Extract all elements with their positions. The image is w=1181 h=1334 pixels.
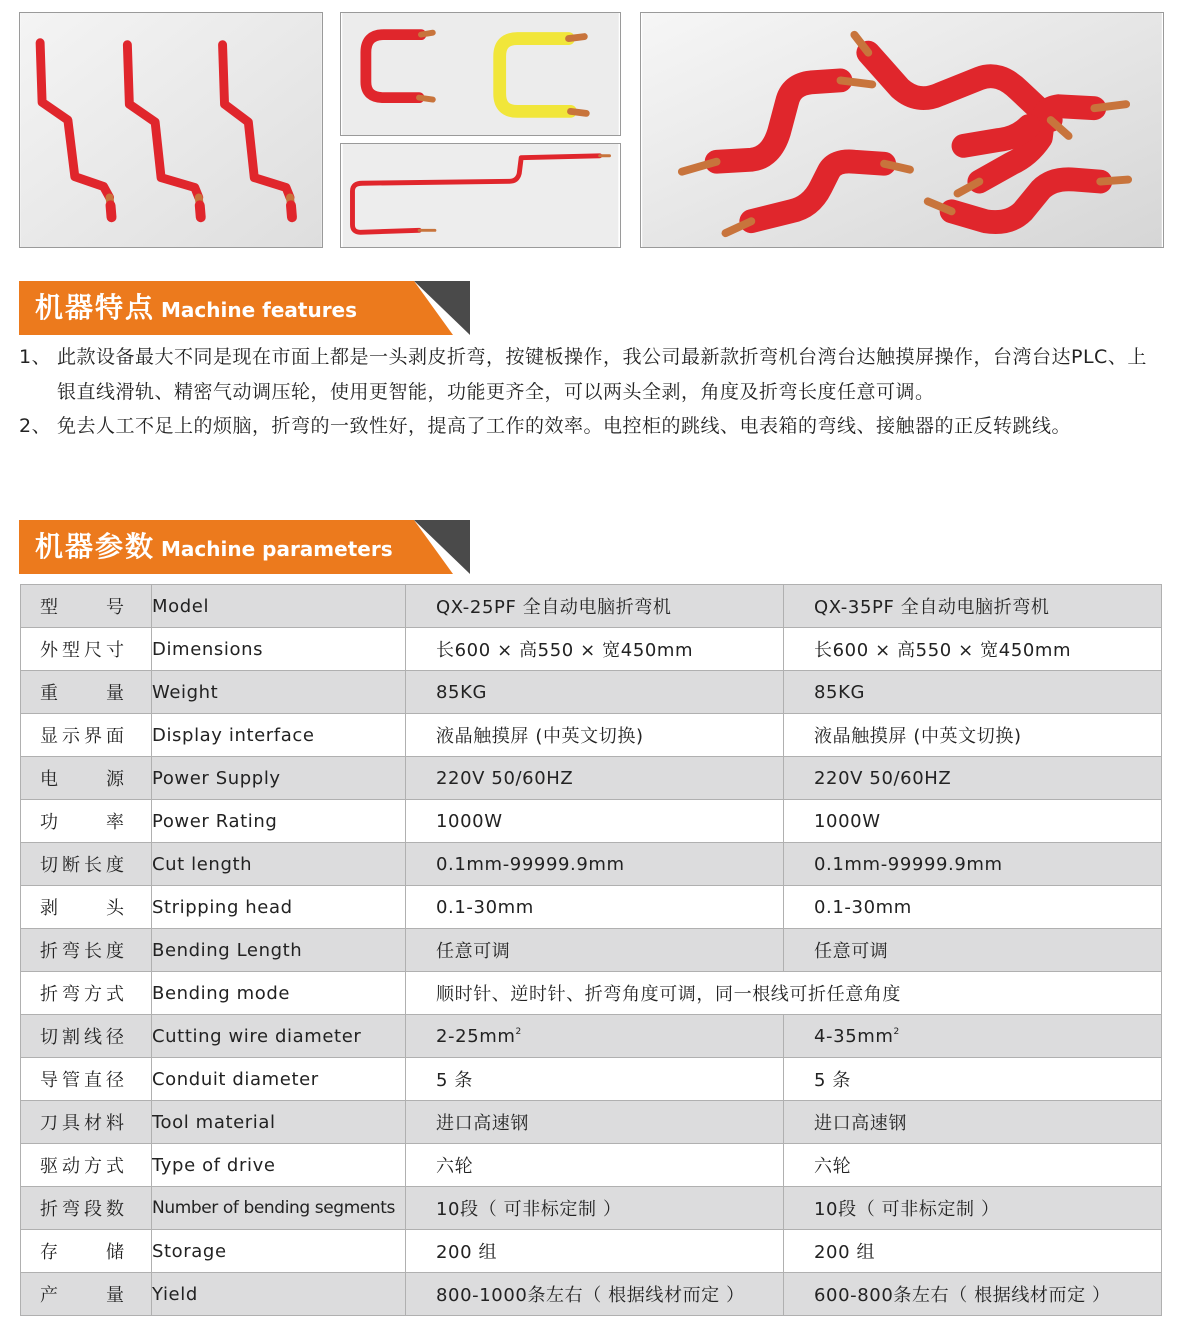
param-name-en: Conduit diameter xyxy=(152,1058,406,1101)
param-value-qx25: 0.1mm-99999.9mm xyxy=(406,843,784,886)
table-row xyxy=(21,929,1162,972)
table-row xyxy=(21,1230,1162,1273)
param-name-cn: 显示界面 xyxy=(40,726,124,747)
param-value-shared: 顺时针、逆时针、折弯角度可调，同一根线可折任意角度 xyxy=(406,972,1162,1015)
table-row xyxy=(21,714,1162,757)
section-banner-machine-parameters xyxy=(19,520,470,574)
table-row xyxy=(21,972,1162,1015)
param-name-cn: 导管直径 xyxy=(40,1070,124,1091)
param-name-en: Cut length xyxy=(152,843,406,886)
param-value-qx35: 1000W xyxy=(784,800,1162,843)
superscript: 2 xyxy=(515,1026,522,1037)
param-name-cn: 存储 xyxy=(40,1242,124,1263)
param-name-cn: 电源 xyxy=(40,769,124,790)
param-value-qx35: 600-800条左右（ 根据线材而定 ） xyxy=(784,1273,1162,1316)
feature-number: 1、 xyxy=(19,346,52,368)
section-title-cn: 机器特点 xyxy=(35,291,156,324)
table-row xyxy=(21,671,1162,714)
param-name-cn: 刀具材料 xyxy=(40,1113,124,1134)
param-name-cn: 产量 xyxy=(40,1285,124,1306)
param-name-cn: 功率 xyxy=(40,812,124,833)
section-title-en: Machine features xyxy=(161,298,358,322)
table-row xyxy=(21,585,1162,628)
param-value-qx35: 长600 × 高550 × 宽450mm xyxy=(784,628,1162,671)
param-value-qx25: 长600 × 高550 × 宽450mm xyxy=(406,628,784,671)
table-row xyxy=(21,886,1162,929)
param-name-en: Model xyxy=(152,585,406,628)
param-name-cn: 折弯段数 xyxy=(40,1199,124,1220)
param-name-cn: 型号 xyxy=(40,597,124,618)
param-name-cn: 驱动方式 xyxy=(40,1156,124,1177)
param-name-en: Tool material xyxy=(152,1101,406,1144)
table-row xyxy=(21,1101,1162,1144)
param-value-qx25: 0.1-30mm xyxy=(406,886,784,929)
param-value-qx25: 10段（ 可非标定制 ） xyxy=(406,1187,784,1230)
param-value-qx35: 任意可调 xyxy=(784,929,1162,972)
param-name-en: Power Supply xyxy=(152,757,406,800)
parameters-table xyxy=(20,584,1162,1316)
value-text: 2-25mm xyxy=(436,1025,516,1047)
param-value-qx35: 5 条 xyxy=(784,1058,1162,1101)
table-row xyxy=(21,1015,1162,1058)
param-value-qx35: 0.1-30mm xyxy=(784,886,1162,929)
param-value-qx35: 200 组 xyxy=(784,1230,1162,1273)
param-value-qx25: 任意可调 xyxy=(406,929,784,972)
param-value-qx35: 液晶触摸屏 (中英文切换) xyxy=(784,714,1162,757)
param-name-cn: 重量 xyxy=(40,683,124,704)
red-wires-z-bends-illustration xyxy=(20,13,322,247)
param-name-en: Yield xyxy=(152,1273,406,1316)
section-title-en: Machine parameters xyxy=(161,537,393,561)
param-name-cn: 折弯方式 xyxy=(40,984,124,1005)
param-value-qx25: 1000W xyxy=(406,800,784,843)
param-name-en: Bending Length xyxy=(152,929,406,972)
param-name-cn: 折弯长度 xyxy=(40,941,124,962)
photo-bent-wire-jumpers-closeup xyxy=(640,12,1164,248)
param-name-en: Weight xyxy=(152,671,406,714)
superscript: 2 xyxy=(893,1026,900,1037)
param-value-qx25: 800-1000条左右（ 根据线材而定 ） xyxy=(406,1273,784,1316)
param-value-qx35: 85KG xyxy=(784,671,1162,714)
feature-number: 2、 xyxy=(19,415,52,437)
table-row xyxy=(21,1273,1162,1316)
table-row xyxy=(21,843,1162,886)
param-value-qx25: QX-25PF 全自动电脑折弯机 xyxy=(406,585,784,628)
feature-item xyxy=(19,340,1159,409)
param-name-en: Dimensions xyxy=(152,628,406,671)
param-value-qx35: 0.1mm-99999.9mm xyxy=(784,843,1162,886)
param-value-qx25: 进口高速钢 xyxy=(406,1101,784,1144)
table-row xyxy=(21,800,1162,843)
value-text: 4-35mm xyxy=(814,1025,894,1047)
features-list xyxy=(19,340,1159,444)
param-name-cn: 剥头 xyxy=(40,898,124,919)
param-value-qx35 xyxy=(784,1015,1162,1058)
param-name-en: Stripping head xyxy=(152,886,406,929)
param-name-en: Type of drive xyxy=(152,1144,406,1187)
feature-text: 免去人工不足上的烦脑，折弯的一致性好，提高了工作的效率。电控柜的跳线、电表箱的弯线、接触器的正反转跳线。 xyxy=(57,415,1072,437)
table-row xyxy=(21,628,1162,671)
photo-red-wires-z-bends xyxy=(19,12,323,248)
photo-long-red-bent-wire xyxy=(340,143,621,248)
feature-item xyxy=(19,409,1159,444)
param-value-qx25: 5 条 xyxy=(406,1058,784,1101)
section-banner-machine-features xyxy=(19,281,470,335)
param-name-en: Display interface xyxy=(152,714,406,757)
param-value-qx35: 六轮 xyxy=(784,1144,1162,1187)
param-value-qx35: 10段（ 可非标定制 ） xyxy=(784,1187,1162,1230)
param-value-qx25: 220V 50/60HZ xyxy=(406,757,784,800)
param-name-en: Storage xyxy=(152,1230,406,1273)
param-name-cn: 外型尺寸 xyxy=(40,640,124,661)
table-row xyxy=(21,1058,1162,1101)
param-name-en: Number of bending segments xyxy=(152,1187,406,1230)
feature-text: 此款设备最大不同是现在市面上都是一头剥皮折弯，按键板操作，我公司最新款折弯机台湾台达触摸屏操作，台湾台达PLC、上银直线滑轨、精密气动调压轮，使用更智能，功能更齐全，可以两头全剥，角度及折弯长度任意可调。 xyxy=(57,346,1147,403)
photo-red-and-yellow-u-wires xyxy=(340,12,621,136)
long-wire-illustration xyxy=(341,144,620,247)
param-value-qx25: 六轮 xyxy=(406,1144,784,1187)
table-row xyxy=(21,757,1162,800)
jumpers-closeup-illustration xyxy=(641,13,1163,247)
param-value-qx35: 220V 50/60HZ xyxy=(784,757,1162,800)
u-wires-illustration xyxy=(341,13,620,135)
param-value-qx25: 85KG xyxy=(406,671,784,714)
param-name-cn: 切割线径 xyxy=(40,1027,124,1048)
section-title-cn: 机器参数 xyxy=(35,530,156,563)
param-value-qx35: QX-35PF 全自动电脑折弯机 xyxy=(784,585,1162,628)
table-row xyxy=(21,1187,1162,1230)
param-name-en: Bending mode xyxy=(152,972,406,1015)
param-name-en: Power Rating xyxy=(152,800,406,843)
param-value-qx25: 液晶触摸屏 (中英文切换) xyxy=(406,714,784,757)
param-value-qx35: 进口高速钢 xyxy=(784,1101,1162,1144)
param-name-en: Cutting wire diameter xyxy=(152,1015,406,1058)
param-value-qx25 xyxy=(406,1015,784,1058)
param-value-qx25: 200 组 xyxy=(406,1230,784,1273)
param-name-cn: 切断长度 xyxy=(40,855,124,876)
table-row xyxy=(21,1144,1162,1187)
